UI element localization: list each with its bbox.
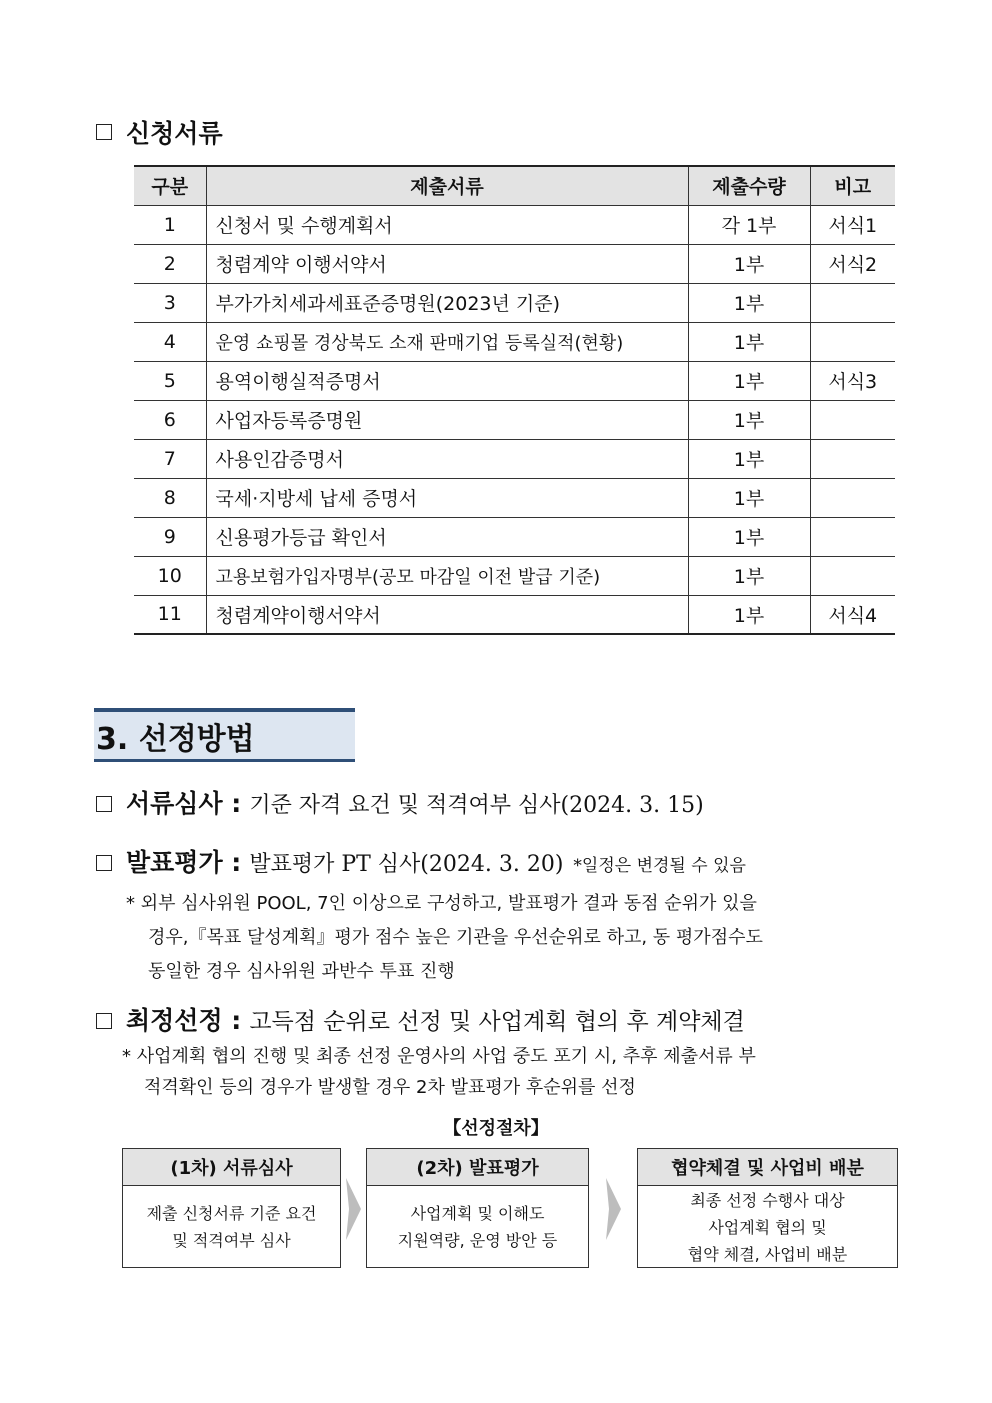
final-line (96, 1001, 745, 1037)
final-text: 고득점 순위로 선정 및 사업계획 협의 후 계약체결 (249, 1009, 745, 1035)
cell-no: 3 (134, 283, 206, 322)
header-no: 구분 (134, 166, 206, 205)
cell-no: 9 (134, 517, 206, 556)
cell-doc: 부가가치세과세표준증명원(2023년 기준) (206, 283, 688, 322)
cell-qty: 1부 (688, 361, 810, 400)
cell-doc: 청렴계약이행서약서 (206, 595, 688, 634)
cell-no: 4 (134, 322, 206, 361)
cell-note (810, 478, 895, 517)
presentation-remark: *일정은 변경될 수 있음 (573, 856, 746, 876)
final-note-line: 적격확인 등의 경우가 발생할 경우 2차 발표평가 후순위를 선정 (144, 1077, 636, 1098)
cell-doc: 사용인감증명서 (206, 439, 688, 478)
cell-note (810, 517, 895, 556)
cell-doc: 사업자등록증명원 (206, 400, 688, 439)
doc-review-line (96, 784, 704, 820)
cell-note (810, 400, 895, 439)
arrow-right-icon (604, 1176, 624, 1242)
flow-step-line: 지원역량, 운영 방안 등 (397, 1231, 558, 1250)
flow-step-line: 및 적격여부 심사 (172, 1231, 291, 1250)
final-note (122, 1041, 898, 1103)
cell-qty: 1부 (688, 322, 810, 361)
cell-no: 10 (134, 556, 206, 595)
table-row (134, 595, 895, 634)
final-note-line: * 사업계획 협의 진행 및 최종 선정 운영사의 사업 중도 포기 시, 추후 제출서류 부 (122, 1046, 756, 1067)
flow-step-line: 최종 선정 수행사 대상 (690, 1190, 845, 1210)
cell-note: 서식2 (810, 244, 895, 283)
cell-note: 서식4 (810, 595, 895, 634)
cell-doc: 용역이행실적증명서 (206, 361, 688, 400)
flow-step-body (638, 1186, 897, 1268)
doc-review-label: 서류심사 : (126, 789, 242, 818)
flow-step-1 (122, 1148, 341, 1268)
cell-note (810, 322, 895, 361)
doc-review-text: 기준 자격 요건 및 적격여부 심사(2024. 3. 15) (249, 793, 704, 818)
table-row (134, 205, 895, 244)
checkbox-square-icon (96, 855, 112, 871)
docs-heading-text: 신청서류 (126, 119, 223, 148)
table-row (134, 556, 895, 595)
checkbox-square-icon (96, 1013, 112, 1029)
cell-qty: 1부 (688, 439, 810, 478)
presentation-line (96, 843, 746, 879)
checkbox-square-icon (96, 124, 112, 140)
docs-table (134, 165, 895, 635)
cell-no: 6 (134, 400, 206, 439)
flow-step-2 (366, 1148, 589, 1268)
cell-qty: 1부 (688, 244, 810, 283)
cell-doc: 국세·지방세 납세 증명서 (206, 478, 688, 517)
docs-heading (96, 114, 223, 150)
cell-doc: 신청서 및 수행계획서 (206, 205, 688, 244)
arrow-right-icon (344, 1176, 364, 1242)
presentation-note (126, 887, 898, 989)
header-qty: 제출수량 (688, 166, 810, 205)
cell-note: 서식1 (810, 205, 895, 244)
cell-qty: 1부 (688, 283, 810, 322)
cell-no: 2 (134, 244, 206, 283)
flow-step-head: (2차) 발표평가 (367, 1149, 588, 1186)
cell-doc: 운영 쇼핑몰 경상북도 소재 판매기업 등록실적(현황) (206, 322, 688, 361)
flow-step-line: 사업계획 및 이해도 (410, 1204, 545, 1223)
presentation-note-line: 경우,『목표 달성계획』평가 점수 높은 기관을 우선순위로 하고, 동 평가점수도 (148, 927, 763, 948)
cell-no: 1 (134, 205, 206, 244)
cell-no: 11 (134, 595, 206, 634)
table-header-row (134, 166, 895, 205)
presentation-label: 발표평가 : (126, 848, 242, 877)
cell-no: 7 (134, 439, 206, 478)
flow-step-head: 협약체결 및 사업비 배분 (638, 1149, 897, 1186)
table-row (134, 517, 895, 556)
cell-qty: 1부 (688, 595, 810, 634)
table-row (134, 283, 895, 322)
presentation-text: 발표평가 PT 심사(2024. 3. 20) (249, 852, 564, 877)
table-row (134, 361, 895, 400)
procedure-title: 【선정절차】 (443, 1118, 549, 1139)
final-label: 최정선정 : (126, 1006, 242, 1035)
cell-no: 5 (134, 361, 206, 400)
cell-note (810, 283, 895, 322)
checkbox-square-icon (96, 796, 112, 812)
table-row (134, 244, 895, 283)
cell-qty: 1부 (688, 556, 810, 595)
cell-qty: 1부 (688, 478, 810, 517)
presentation-note-line: * 외부 심사위원 POOL, 7인 이상으로 구성하고, 발표평가 결과 동점 순위가 있을 (126, 893, 757, 914)
flow-step-body (123, 1186, 340, 1268)
cell-doc: 고용보험가입자명부(공모 마감일 이전 발급 기준) (206, 556, 688, 595)
header-note: 비고 (810, 166, 895, 205)
flow-step-line: 협약 체결, 사업비 배분 (687, 1244, 848, 1264)
section-title: 3. 선정방법 (94, 708, 355, 762)
flow-step-line: 제출 신청서류 기준 요건 (146, 1204, 317, 1223)
cell-qty: 1부 (688, 400, 810, 439)
cell-qty: 각 1부 (688, 205, 810, 244)
flow-step-line: 사업계획 협의 및 (708, 1217, 827, 1237)
table-row (134, 400, 895, 439)
header-doc: 제출서류 (206, 166, 688, 205)
cell-no: 8 (134, 478, 206, 517)
flow-step-body (367, 1186, 588, 1268)
cell-doc: 신용평가등급 확인서 (206, 517, 688, 556)
flow-step-head: (1차) 서류심사 (123, 1149, 340, 1186)
table-row (134, 322, 895, 361)
presentation-note-line: 동일한 경우 심사위원 과반수 투표 진행 (148, 961, 455, 982)
cell-qty: 1부 (688, 517, 810, 556)
cell-note (810, 439, 895, 478)
cell-note (810, 556, 895, 595)
table-row (134, 439, 895, 478)
cell-doc: 청렴계약 이행서약서 (206, 244, 688, 283)
table-row (134, 478, 895, 517)
flow-step-3 (637, 1148, 898, 1268)
cell-note: 서식3 (810, 361, 895, 400)
